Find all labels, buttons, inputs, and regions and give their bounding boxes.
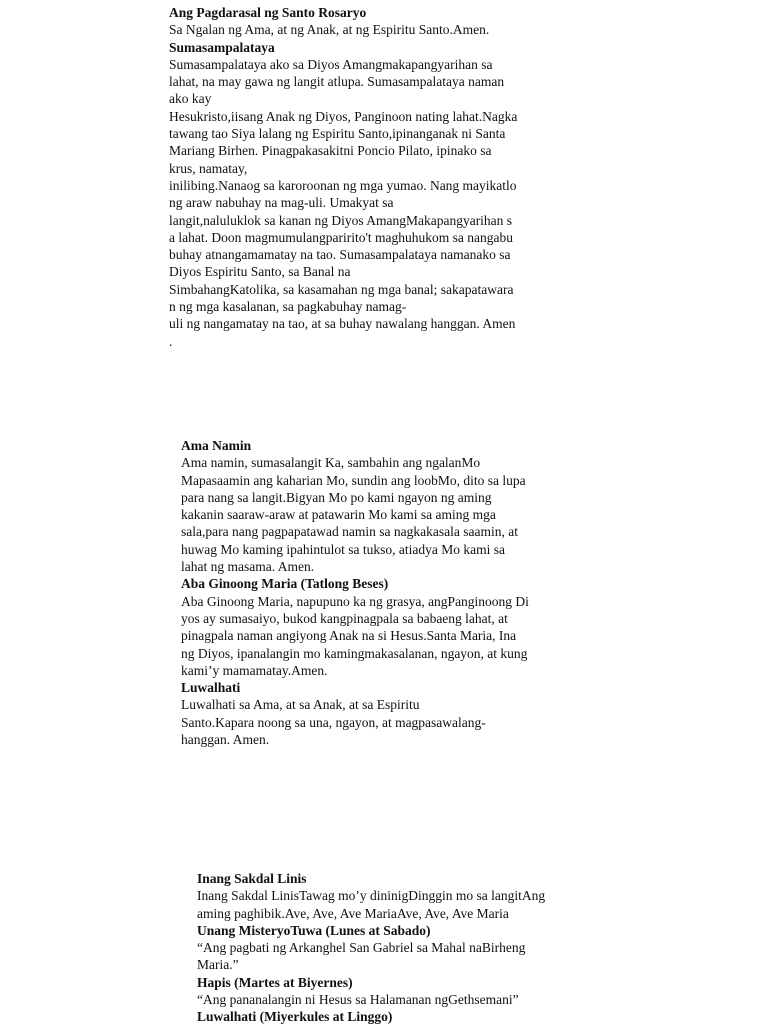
creed-line: ng araw nabuhay na mag-uli. Umakyat sa <box>169 195 394 211</box>
creed-line: Hesukristo,iisang Anak ng Diyos, Panginoon nating lahat.Nagka <box>169 108 518 124</box>
luwalhati-heading: Luwalhati <box>181 680 241 696</box>
joyful-mysteries-heading: Unang MisteryoTuwa (Lunes at Sabado) <box>197 922 431 938</box>
ama-namin-line: Mapasaamin ang kaharian Mo, sundin ang loobMo, dito sa lupa <box>181 472 526 488</box>
creed-heading: Sumasampalataya <box>169 39 275 55</box>
creed-line: a lahat. Doon magmumulangparirito't maghuhukom sa nangabu <box>169 229 513 245</box>
creed-line: SimbahangKatolika, sa kasamahan ng mga banal; sakapatawara <box>169 281 514 297</box>
creed-line: Sumasampalataya ako sa Diyos Amangmakapangyarihan sa <box>169 56 493 72</box>
mysteries-section <box>197 870 545 1026</box>
creed-line: Diyos Espiritu Santo, sa Banal na <box>169 264 351 280</box>
creed-line: Mariang Birhen. Pinagpakasakitni Poncio Pilato, ipinako sa <box>169 143 492 159</box>
creed-line: uli ng nangamatay na tao, at sa buhay nawalang hanggan. Amen <box>169 316 516 332</box>
creed-line: . <box>169 333 173 349</box>
ama-namin-line: kakanin saaraw-araw at patawarin Mo kami sa aming mga <box>181 507 496 523</box>
ama-namin-line: Ama namin, sumasalangit Ka, sambahin ang ngalanMo <box>181 455 481 471</box>
page-title: Ang Pagdarasal ng Santo Rosaryo <box>169 5 367 20</box>
creed-line: lahat, na may gawa ng langit atlupa. Sumasampalataya naman <box>169 74 505 90</box>
aba-ginoong-maria-line: pinagpala naman angiyong Anak na si Hesus.Santa Maria, Ina <box>181 628 517 644</box>
aba-ginoong-maria-line: yos ay sumasaiyo, bukod kangpinagpala sa babaeng lahat, at <box>181 610 508 626</box>
ama-namin-heading: Ama Namin <box>181 438 252 453</box>
ama-namin-line: para nang sa langit.Bigyan Mo po kami ngayon ng aming <box>181 489 492 505</box>
aba-ginoong-maria-line: Aba Ginoong Maria, napupuno ka ng grasya, angPanginoong Di <box>181 593 529 609</box>
glorious-mysteries-heading: Luwalhati (Miyerkules at Linggo) <box>197 1009 393 1025</box>
creed-line: ako kay <box>169 91 212 107</box>
inang-sakdal-linis-line: aming paghibik.Ave, Ave, Ave MariaAve, Ave, Ave Maria <box>197 905 509 921</box>
sorrowful-mysteries-heading: Hapis (Martes at Biyernes) <box>197 974 353 990</box>
aba-ginoong-maria-line: ng Diyos, ipanalangin mo kamingmakasalanan, ngayon, at kung <box>181 645 528 661</box>
joyful-mystery-line: “Ang pagbati ng Arkanghel San Gabriel sa Mahal naBirheng <box>197 940 526 956</box>
ama-namin-line: huwag Mo kaming ipahintulot sa tukso, atiadya Mo kami sa <box>181 541 505 557</box>
inang-sakdal-linis-heading: Inang Sakdal Linis <box>197 871 307 886</box>
sign-of-cross-text: Sa Ngalan ng Ama, at ng Anak, at ng Espiritu Santo.Amen. <box>169 22 490 38</box>
prayers-section <box>181 437 529 748</box>
joyful-mystery-line: Maria.” <box>197 957 239 973</box>
rosary-intro-section <box>169 4 517 350</box>
inang-sakdal-linis-line: Inang Sakdal LinisTawag mo’y dininigDinggin mo sa langitAng <box>197 888 546 904</box>
luwalhati-line: Luwalhati sa Ama, at sa Anak, at sa Espiritu <box>181 697 420 713</box>
aba-ginoong-maria-line: kami’y mamamatay.Amen. <box>181 662 328 678</box>
luwalhati-line: Santo.Kapara noong sa una, ngayon, at magpasawalang- <box>181 714 486 730</box>
luwalhati-line: hanggan. Amen. <box>181 732 270 748</box>
creed-line: tawang tao Siya lalang ng Espiritu Santo,ipinanganak ni Santa <box>169 126 506 142</box>
sorrowful-mystery-line: “Ang pananalangin ni Hesus sa Halamanan ngGethsemani” <box>197 992 519 1008</box>
creed-line: buhay atnangamamatay na tao. Sumasampalataya namanako sa <box>169 247 511 263</box>
creed-line: n ng mga kasalanan, sa pagkabuhay namag- <box>169 299 407 315</box>
ama-namin-line: sala,para nang pagpapatawad namin sa nagkakasala saamin, at <box>181 524 518 540</box>
creed-line: langit,naluluklok sa kanan ng Diyos AmangMakapangyarihan s <box>169 212 513 228</box>
creed-line: inilibing.Nanaog sa karoroonan ng mga yumao. Nang mayikatlo <box>169 177 517 193</box>
ama-namin-line: lahat ng masama. Amen. <box>181 559 315 575</box>
aba-ginoong-maria-heading: Aba Ginoong Maria (Tatlong Beses) <box>181 576 389 592</box>
creed-line: krus, namatay, <box>169 160 248 176</box>
